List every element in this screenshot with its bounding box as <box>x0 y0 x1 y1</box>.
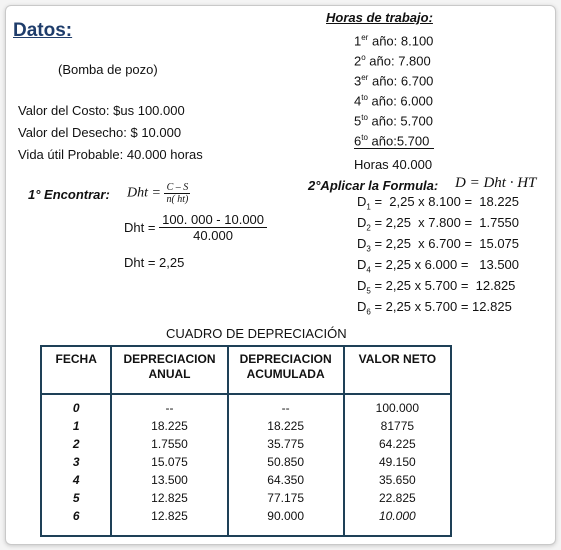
table-cell: 3 <box>41 453 111 471</box>
horas-row <box>354 33 474 48</box>
d-row-expression: = 2,25 x 5.700 = 12.825 <box>370 299 512 314</box>
table-cell: -- <box>228 394 344 417</box>
table-cell: 1.7550 <box>111 435 227 453</box>
vida-util: Vida útil Probable: 40.000 horas <box>18 147 203 162</box>
horas-row-number: 1 <box>354 33 362 49</box>
horas-row-text: año:5.700 <box>367 133 430 149</box>
paso1-result: Dht = 2,25 <box>124 255 185 270</box>
horas-row <box>354 73 474 88</box>
paso2-label: 2°Aplicar la Formula: <box>308 178 439 193</box>
column-header <box>41 346 111 394</box>
horas-row <box>354 113 474 128</box>
table-padding-cell <box>41 525 111 536</box>
d-row-index: 6 <box>366 307 371 317</box>
column-header <box>344 346 451 394</box>
table-cell: 18.225 <box>111 417 227 435</box>
paso1-fraction <box>164 182 190 205</box>
paso1-num: C – S <box>164 182 190 194</box>
table-row <box>41 471 451 489</box>
horas-row-suffix: er <box>361 73 369 82</box>
table-row <box>41 394 451 417</box>
horas-row-suffix: er <box>361 33 369 42</box>
table-cell: 90.000 <box>228 507 344 525</box>
table-cell: 0 <box>41 394 111 417</box>
d-row-letter: D <box>357 278 367 293</box>
table-padding-cell <box>111 525 227 536</box>
d-row <box>357 215 519 233</box>
table-cell: 64.225 <box>379 437 416 451</box>
table-cell: 100.000 <box>375 401 420 415</box>
paso1-line2-den: 40.000 <box>193 228 233 243</box>
table-cell: 77.175 <box>228 489 344 507</box>
horas-row-text: año: 5.700 <box>367 113 433 129</box>
horas-divider <box>354 148 434 149</box>
d-row <box>357 257 519 275</box>
table-cell: 10.000 <box>379 509 416 523</box>
table-cell: 1 <box>41 417 111 435</box>
d-row-index: 4 <box>366 265 371 275</box>
d-row-expression: = 2,25 x 8.100 = 18.225 <box>370 194 520 209</box>
table-row <box>41 507 451 525</box>
horas-row <box>354 93 474 108</box>
horas-row-number: 4 <box>354 93 362 109</box>
table-cell: 50.850 <box>228 453 344 471</box>
horas-row-text: año: 8.100 <box>368 33 434 49</box>
d-row-index: 2 <box>366 223 371 233</box>
paso1-line2 <box>124 212 267 243</box>
column-header-line: DEPRECIACION <box>239 352 332 366</box>
d-row-index: 5 <box>366 286 371 296</box>
d-row <box>357 299 512 317</box>
horas-row-number: 2 <box>354 53 362 69</box>
table-cell: 49.150 <box>379 455 416 469</box>
horas-row-suffix: to <box>361 133 368 142</box>
table-cell: 35.775 <box>228 435 344 453</box>
horas-row-text: año: 6.000 <box>367 93 433 109</box>
table-cell: 5 <box>41 489 111 507</box>
d-row-expression: = 2,25 x 7.800 = 1.7550 <box>370 215 520 230</box>
table-row <box>41 435 451 453</box>
d-row-letter: D <box>357 299 367 314</box>
horas-row-text: año: 7.800 <box>365 53 431 69</box>
horas-row-suffix: o <box>361 53 366 62</box>
column-header-line: ACUMULADA <box>246 367 325 381</box>
table-row <box>41 453 451 471</box>
horas-row-text: año: 6.700 <box>368 73 434 89</box>
horas-row <box>354 53 474 68</box>
valor-desecho: Valor del Desecho: $ 10.000 <box>18 125 182 140</box>
column-header-line: VALOR NETO <box>358 352 437 366</box>
horas-row <box>354 133 474 148</box>
d-row-expression: = 2,25 x 6.700 = 15.075 <box>370 236 520 251</box>
horas-row-number: 3 <box>354 73 362 89</box>
table-body <box>41 394 451 536</box>
table-cell: 12.825 <box>111 507 227 525</box>
table-cell: 2 <box>41 435 111 453</box>
subtitle: (Bomba de pozo) <box>58 62 158 77</box>
table-padding-cell <box>344 525 451 536</box>
table-cell: -- <box>111 394 227 417</box>
paso1-den: n( ht) <box>166 194 189 205</box>
table-row <box>41 489 451 507</box>
d-row-letter: D <box>357 257 367 272</box>
column-header <box>228 346 344 394</box>
column-header-line: FECHA <box>55 352 97 366</box>
d-row-index: 1 <box>366 202 371 212</box>
d-row-expression: = 2,25 x 5.700 = 12.825 <box>370 278 516 293</box>
horas-total: Horas 40.000 <box>354 157 433 172</box>
d-row <box>357 278 515 296</box>
paso2-formula: D = Dht ∙ HT <box>455 175 537 191</box>
table-cell: 12.825 <box>111 489 227 507</box>
table-cell: 13.500 <box>111 471 227 489</box>
d-row-letter: D <box>357 215 367 230</box>
horas-title: Horas de trabajo: <box>326 10 433 25</box>
table-row <box>41 417 451 435</box>
depreciation-table <box>40 345 452 537</box>
column-header-line: ANUAL <box>148 367 191 381</box>
column-header <box>111 346 227 394</box>
column-header-line: DEPRECIACION <box>123 352 216 366</box>
horas-row-number: 5 <box>354 113 362 129</box>
table-padding-cell <box>228 525 344 536</box>
d-row-letter: D <box>357 194 367 209</box>
cuadro-title: CUADRO DE DEPRECIACIÓN <box>166 326 347 341</box>
table-cell: 64.350 <box>228 471 344 489</box>
d-row-index: 3 <box>366 244 371 254</box>
paso1-lhs: Dht = <box>127 185 161 201</box>
paso1-line2-lhs: Dht = <box>124 220 156 235</box>
d-row <box>357 236 519 254</box>
table-cell: 35.650 <box>379 473 416 487</box>
horas-row-number: 6 <box>354 133 362 149</box>
horas-row-suffix: to <box>361 113 368 122</box>
table-header-row <box>41 346 451 394</box>
d-row-expression: = 2,25 x 6.000 = 13.500 <box>370 257 520 272</box>
paso1-label: 1° Encontrar: <box>28 187 110 202</box>
paso1-line2-num: 100. 000 - 10.000 <box>159 212 267 228</box>
d-row <box>357 194 519 212</box>
table-padding-row <box>41 525 451 536</box>
table-cell: 4 <box>41 471 111 489</box>
table-cell: 15.075 <box>111 453 227 471</box>
d-row-letter: D <box>357 236 367 251</box>
horas-row-suffix: to <box>361 93 368 102</box>
table-cell: 18.225 <box>228 417 344 435</box>
paso1-line2-fraction <box>159 212 267 243</box>
page-title: Datos: <box>13 20 73 41</box>
table-cell: 22.825 <box>379 491 416 505</box>
valor-costo: Valor del Costo: $us 100.000 <box>18 103 185 118</box>
table-cell: 6 <box>41 507 111 525</box>
paso1-formula <box>127 182 190 205</box>
table-cell: 81775 <box>380 419 415 433</box>
